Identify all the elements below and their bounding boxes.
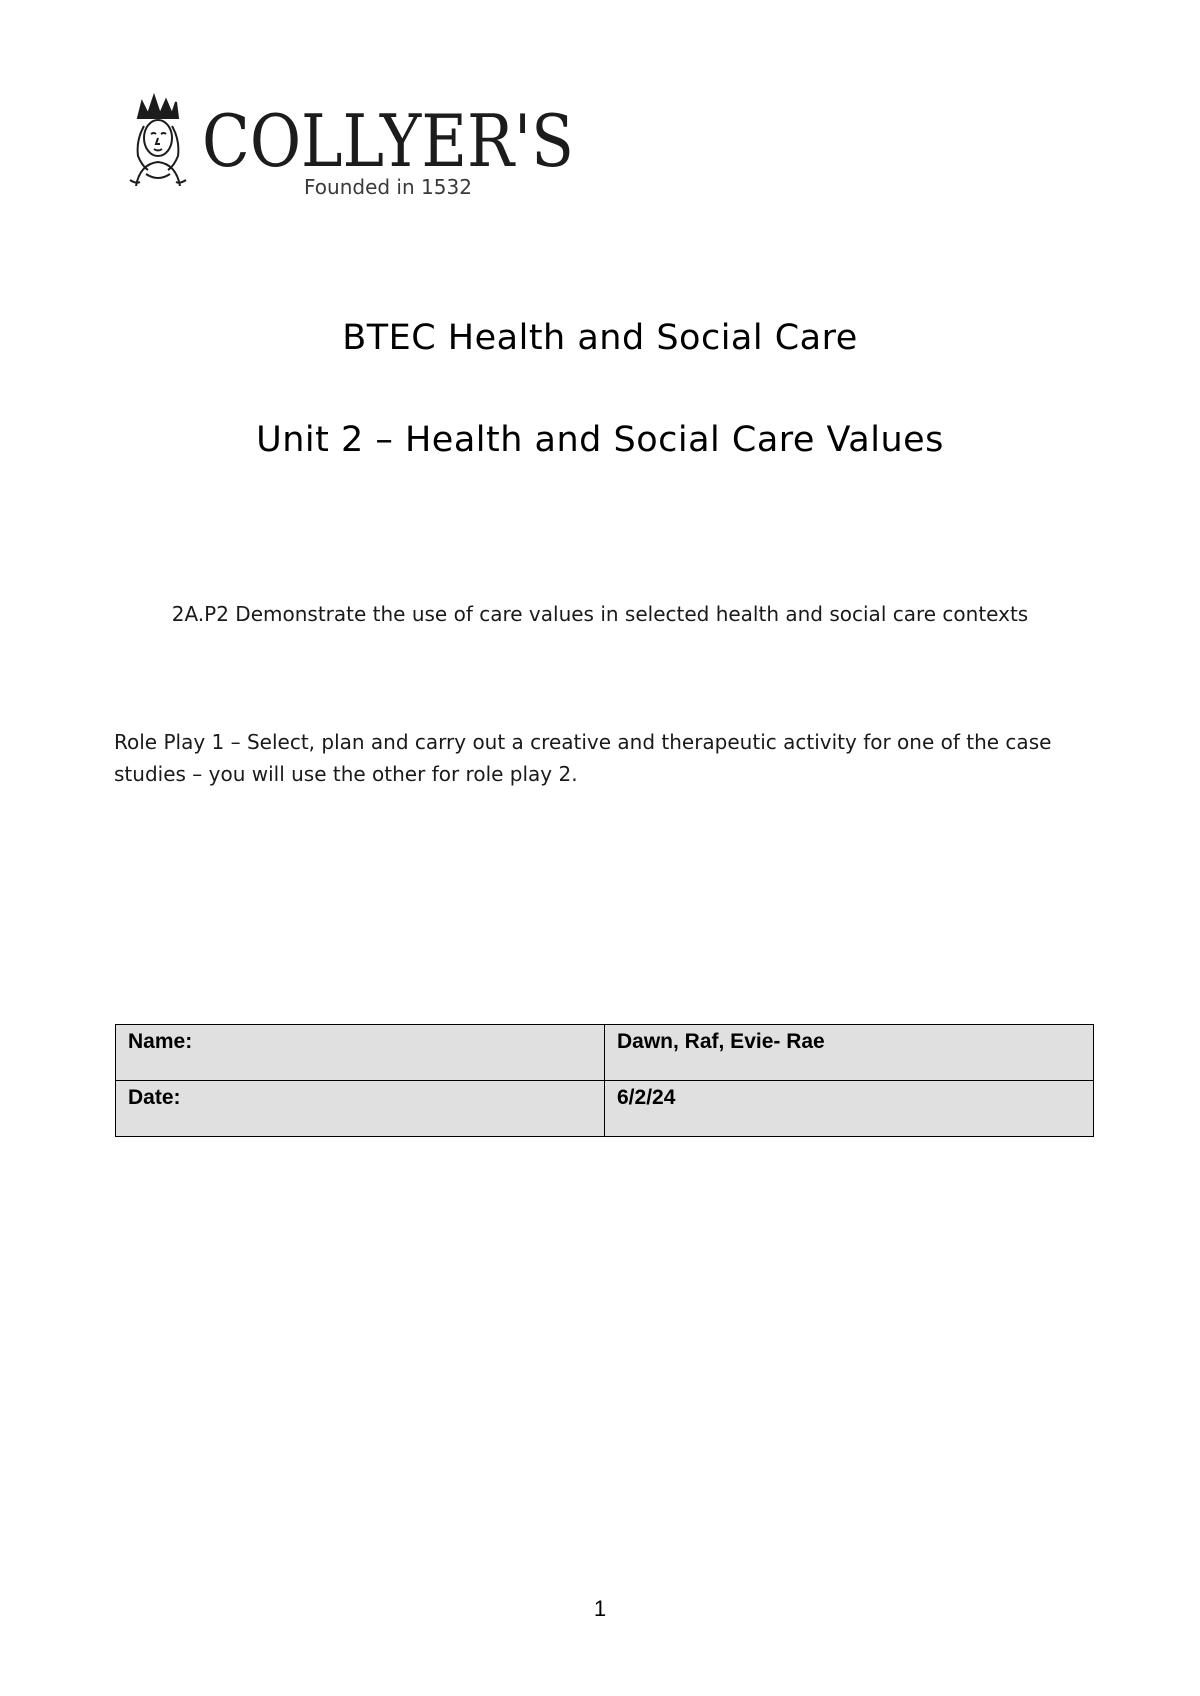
role-play-instructions: Role Play 1 – Select, plan and carry out a creative and therapeutic activity for one of the case studies – you will use the other for role play 2. bbox=[114, 730, 1052, 786]
name-label: Name: bbox=[116, 1025, 605, 1081]
name-value: Dawn, Raf, Evie- Rae bbox=[605, 1025, 1094, 1081]
date-value: 6/2/24 bbox=[605, 1081, 1094, 1137]
document-title: BTEC Health and Social Care bbox=[342, 318, 858, 358]
table-row bbox=[116, 1025, 1094, 1081]
date-label: Date: bbox=[116, 1081, 605, 1137]
student-info-table bbox=[115, 1024, 1094, 1137]
table-row bbox=[116, 1081, 1094, 1137]
crowned-head-emblem-icon bbox=[130, 96, 186, 186]
assessment-criterion: 2A.P2 Demonstrate the use of care values in selected health and social care contexts bbox=[171, 602, 1029, 626]
logo-wordmark: COLLYER'S bbox=[202, 99, 574, 183]
page-number: 1 bbox=[593, 1596, 607, 1621]
document-subtitle: Unit 2 – Health and Social Care Values bbox=[256, 420, 944, 460]
collyers-logo bbox=[118, 88, 578, 200]
logo-tagline: Founded in 1532 bbox=[304, 175, 472, 199]
